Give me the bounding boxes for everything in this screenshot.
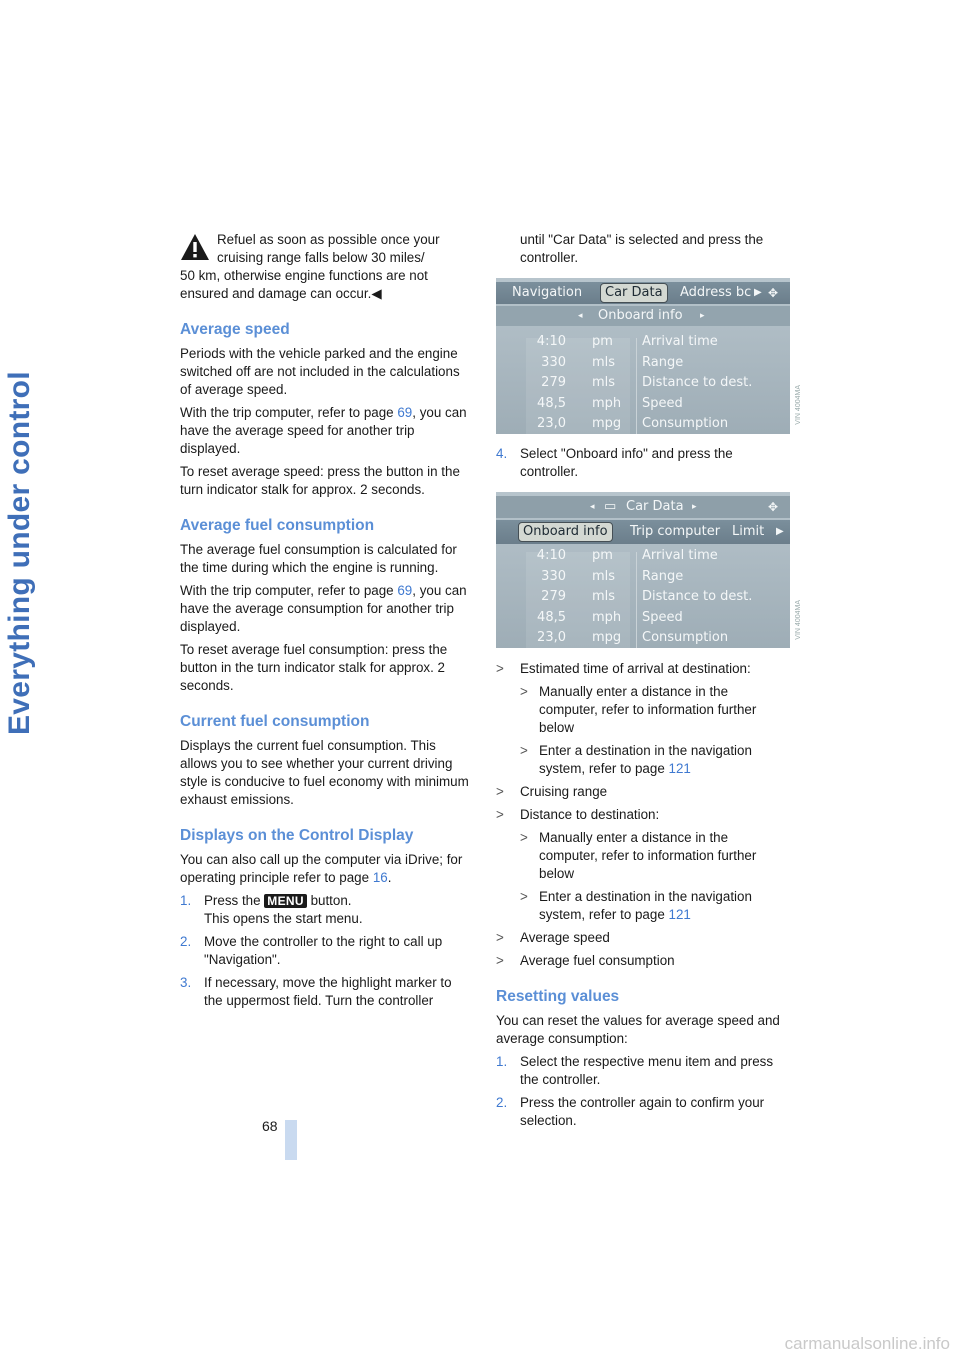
screen1-tab-bar <box>496 282 790 304</box>
screen2-tab-bar <box>496 520 790 544</box>
data-row-range[interactable] <box>496 567 790 587</box>
dpad-icon: ✥ <box>768 500 779 514</box>
step-4: 4. Select "Onboard info" and press the controller. <box>496 446 733 479</box>
right-bullets <box>496 660 790 1135</box>
heading-average-speed: Average speed <box>180 321 290 338</box>
row-value: 23,0 <box>537 416 566 431</box>
bullet-average-fuel: > Average fuel consumption <box>496 953 675 968</box>
bullet-distance: > Distance to destination: <box>496 807 660 822</box>
image-code-1: VIN 4004MA <box>795 385 802 425</box>
row-value: 4:10 <box>536 334 566 349</box>
right-chevron-icon: ▸ <box>692 502 697 512</box>
left-chevron-icon: ◂ <box>578 311 583 321</box>
bullet-range: > Cruising range <box>496 784 608 799</box>
avg-speed-p1: Periods with the vehicle parked and the engine switched off are not included in the calculations of average speed. <box>180 346 460 397</box>
row-value: 330 <box>541 568 566 584</box>
right-step-4 <box>496 445 788 486</box>
control-display-screen-1 <box>496 278 790 434</box>
row-unit: pm <box>592 548 613 563</box>
avg-speed-p2: With the trip computer, refer to page 69, you can have the average speed for another trip displayed. <box>180 405 467 456</box>
heading-control-display: Displays on the Control Display <box>180 827 414 844</box>
tab-onboard-info[interactable]: Onboard info <box>518 522 613 542</box>
step-1: 1. Press the MENU button. This opens the start menu. <box>180 893 363 926</box>
row-label: Distance to dest. <box>642 375 753 390</box>
avg-speed-p3: To reset average speed: press the button in the turn indicator stalk for approx. 2 seconds. <box>180 464 460 497</box>
row-label: Speed <box>642 609 683 625</box>
heading-average-fuel: Average fuel consumption <box>180 517 375 534</box>
bullet-average-speed: > Average speed <box>496 930 610 945</box>
row-unit: mls <box>592 375 616 390</box>
watermark: carmanualsonline.info <box>784 1334 950 1353</box>
bullet-eta-sub-1: > Manually enter a distance in the computer, refer to information further below <box>520 684 757 735</box>
row-label: Consumption <box>642 630 729 645</box>
warning-line-4: ensured and damage can occur. <box>180 286 372 301</box>
row-unit: mpg <box>592 630 622 645</box>
resetting-p1: You can reset the values for average speed and average consumption: <box>496 1013 780 1046</box>
page-link-121[interactable]: 121 <box>668 907 691 922</box>
data-row-arrival-time[interactable] <box>496 332 790 352</box>
data-row-consumption[interactable] <box>496 414 790 434</box>
bullet-distance-sub-2: > Enter a destination in the navigation system, refer to page 121 <box>520 889 752 922</box>
image-code-2: VIN 4004MA <box>795 600 802 640</box>
left-column <box>180 231 472 1015</box>
end-mark-icon: ◀ <box>371 286 382 301</box>
data-row-consumption[interactable] <box>496 628 790 648</box>
tab-address-book[interactable]: Address bc <box>680 285 752 300</box>
dpad-icon: ✥ <box>768 286 779 300</box>
row-value: 279 <box>541 589 566 604</box>
warning-line-3: 50 km, otherwise engine functions are not <box>180 268 428 283</box>
bullet-eta-sub-2: > Enter a destination in the navigation system, refer to page 121 <box>520 743 752 776</box>
row-unit: mph <box>592 395 622 411</box>
data-row-distance-to-dest[interactable] <box>496 587 790 607</box>
left-chevron-icon: ◂ <box>590 502 595 512</box>
right-chevron-icon: ▸ <box>700 311 705 321</box>
row-unit: mls <box>592 354 616 370</box>
avg-fuel-p2: With the trip computer, refer to page 69, you can have the average consumption for another trip displayed. <box>180 583 467 634</box>
avg-fuel-p3: To reset average fuel consumption: press the button in the turn indicator stalk for approx. 2 seconds. <box>180 642 448 693</box>
row-label: Arrival time <box>642 548 718 563</box>
warning-note <box>180 231 472 303</box>
data-row-arrival-time[interactable] <box>496 546 790 566</box>
page-link-69[interactable]: 69 <box>397 405 413 420</box>
sidebar-title: Everything under control <box>3 371 36 735</box>
control-display-screen-2 <box>496 492 790 648</box>
row-unit: pm <box>592 334 613 349</box>
tab-limit[interactable]: Limit <box>732 524 765 539</box>
row-unit: mph <box>592 609 622 625</box>
screen2-top-bar <box>496 496 790 518</box>
row-value: 48,5 <box>537 609 566 625</box>
avg-fuel-p1: The average fuel consumption is calculated for the time during which the engine is running. <box>180 542 457 575</box>
step-2: 2. Move the controller to the right to call up "Navigation". <box>180 934 443 967</box>
page-link-121[interactable]: 121 <box>668 761 691 776</box>
menu-button-icon: MENU <box>264 894 307 908</box>
row-label: Range <box>642 354 684 370</box>
reset-step-1: 1. Select the respective menu item and press the controller. <box>496 1054 774 1087</box>
row-value: 48,5 <box>537 395 566 411</box>
monitor-icon: ▭ <box>604 499 617 514</box>
warning-line-2: cruising range falls below 30 miles/ <box>217 250 425 265</box>
tab-car-data[interactable]: Car Data <box>600 283 668 303</box>
page-link-16[interactable]: 16 <box>372 870 388 885</box>
top-car-data[interactable]: Car Data <box>626 499 684 514</box>
row-value: 23,0 <box>537 630 566 645</box>
page-link-69[interactable]: 69 <box>397 583 413 598</box>
screen1-sub-bar <box>496 306 790 326</box>
reset-step-2: 2. Press the controller again to confirm your selection. <box>496 1095 765 1128</box>
bullet-eta: > Estimated time of arrival at destination: <box>496 661 751 676</box>
row-label: Distance to dest. <box>642 589 753 604</box>
data-row-range[interactable] <box>496 353 790 373</box>
data-row-distance-to-dest[interactable] <box>496 373 790 393</box>
right-arrow-icon: ▶ <box>754 287 762 298</box>
bullet-distance-sub-1: > Manually enter a distance in the computer, refer to information further below <box>520 830 757 881</box>
step-3: 3. If necessary, move the highlight marker to the uppermost field. Turn the controller <box>180 975 452 1008</box>
row-value: 279 <box>541 375 566 390</box>
row-unit: mls <box>592 568 616 584</box>
step-3-continued: until "Car Data" is selected and press the controller. <box>520 232 764 265</box>
heading-resetting-values: Resetting values <box>496 988 620 1005</box>
row-value: 4:10 <box>536 548 566 563</box>
right-arrow-icon: ▶ <box>776 526 784 537</box>
data-row-speed[interactable] <box>496 394 790 414</box>
tab-navigation[interactable]: Navigation <box>512 285 583 300</box>
sub-onboard-info[interactable]: Onboard info <box>598 308 683 323</box>
page-number-bar <box>285 1120 297 1160</box>
page-number: 68 <box>262 1118 278 1134</box>
warning-line-1: Refuel as soon as possible once your <box>217 232 440 247</box>
row-unit: mpg <box>592 416 622 431</box>
row-label: Consumption <box>642 416 729 431</box>
row-value: 330 <box>541 354 566 370</box>
heading-current-fuel: Current fuel consumption <box>180 713 370 730</box>
row-unit: mls <box>592 589 616 604</box>
data-row-speed[interactable] <box>496 608 790 628</box>
row-label: Speed <box>642 395 683 411</box>
displays-p1: You can also call up the computer via iDrive; for operating principle refer to page 16. <box>180 852 463 885</box>
tab-trip-computer[interactable]: Trip computer <box>630 524 721 539</box>
warning-triangle-icon <box>180 233 210 261</box>
row-label: Range <box>642 568 684 584</box>
row-label: Arrival time <box>642 334 718 349</box>
right-column-top <box>496 231 788 267</box>
current-fuel-p1: Displays the current fuel consumption. This allows you to see whether your current driving style is conducive to fuel economy with minimum exhaust emissions. <box>180 738 469 807</box>
